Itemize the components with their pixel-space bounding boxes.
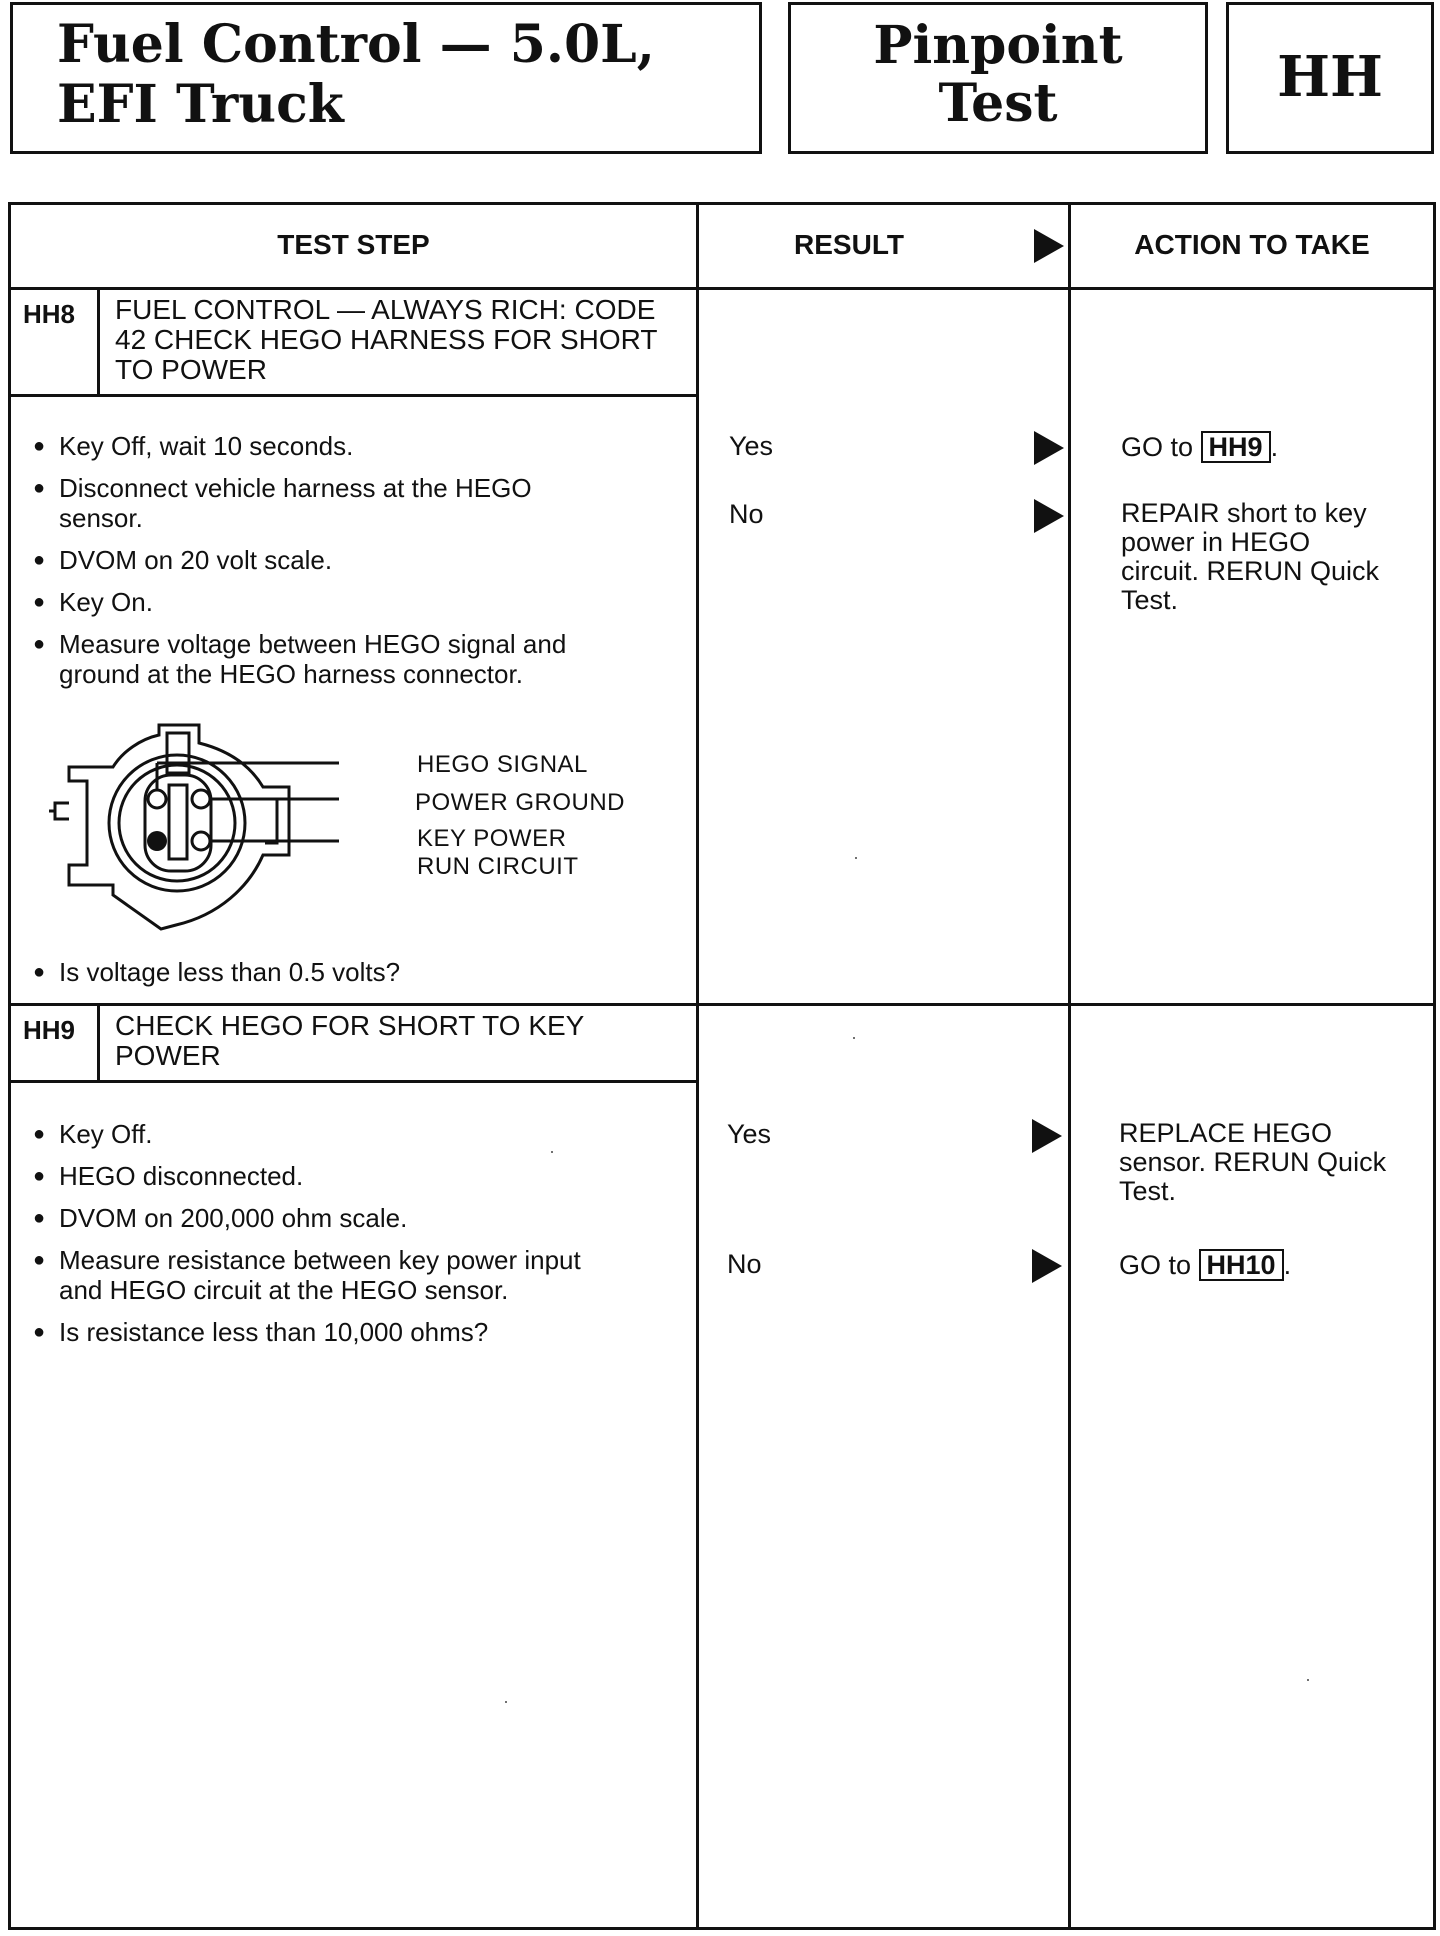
instruction-item: ● Measure resistance between key power input and HEGO circuit at the HEGO sensor.: [31, 1245, 681, 1305]
step-id-divider: [97, 290, 100, 394]
instruction-item: ● DVOM on 20 volt scale.: [31, 545, 681, 575]
result-arrow-icon: [1034, 431, 1064, 465]
result-no: No: [727, 1249, 762, 1279]
title-box: [10, 2, 762, 154]
step-question: [31, 957, 681, 987]
step-divider: [11, 1003, 1433, 1006]
instruction-item: ● HEGO disconnected.: [31, 1161, 681, 1191]
step-title: [115, 295, 657, 385]
test-type-line-2: Test: [938, 73, 1058, 134]
page-title-line-2: EFI Truck: [57, 74, 344, 135]
page-title: [57, 15, 655, 135]
pin-filled-icon: [147, 831, 167, 851]
page-title-line-1: Fuel Control — 5.0L,: [57, 14, 655, 75]
pinpoint-table: [8, 202, 1436, 1930]
label-key-power: KEY POWER RUN CIRCUIT: [417, 825, 579, 880]
step-instructions: [31, 1119, 681, 1347]
step-id: HH9: [23, 1015, 76, 1045]
step-reference[interactable]: HH10: [1199, 1249, 1284, 1281]
result-arrow-icon: [1032, 1119, 1062, 1153]
column-divider: [696, 205, 699, 1927]
step-id: HH8: [23, 299, 76, 329]
instruction-item: ● Is resistance less than 10,000 ohms?: [31, 1317, 681, 1347]
result-arrow-icon: [1034, 499, 1064, 533]
instruction-item: ● Key On.: [31, 587, 681, 617]
header-test-step: TEST STEP: [277, 229, 430, 260]
step-reference[interactable]: HH9: [1201, 431, 1271, 463]
step-id-divider: [97, 1006, 100, 1080]
header-result: RESULT: [794, 229, 904, 260]
step-title-line: CHECK HEGO FOR SHORT TO KEY: [115, 1010, 585, 1041]
header-action: ACTION TO TAKE: [1134, 229, 1370, 260]
action-repair: REPAIR short to key power in HEGO circuit. RERUN Quick Test.: [1121, 498, 1380, 615]
step-title-divider: [11, 1080, 696, 1083]
scan-speck: [853, 1037, 855, 1039]
connector-outline: [49, 725, 339, 929]
scan-speck: [855, 857, 857, 859]
step-title-divider: [11, 394, 696, 397]
step-instructions: [31, 431, 681, 689]
action-replace: REPLACE HEGO sensor. RERUN Quick Test.: [1119, 1118, 1387, 1206]
step-title: [115, 1011, 584, 1071]
result-arrow-icon: [1032, 1249, 1062, 1283]
scan-speck: [551, 1151, 553, 1153]
instruction-item: ● Measure voltage between HEGO signal and ground at the HEGO harness connector.: [31, 629, 681, 689]
column-divider: [1068, 205, 1071, 1927]
label-power-ground: POWER GROUND: [415, 789, 625, 816]
instruction-item: ● Key Off, wait 10 seconds.: [31, 431, 681, 461]
scan-speck: [1307, 1679, 1309, 1681]
test-code: HH: [1277, 44, 1383, 110]
instruction-item: ● DVOM on 200,000 ohm scale.: [31, 1203, 681, 1233]
result-yes: Yes: [729, 431, 774, 461]
test-code-box: [1226, 2, 1434, 154]
instruction-item: ● Key Off.: [31, 1119, 681, 1149]
action-goto: GO to HH9 .: [1121, 432, 1279, 462]
action-goto: GO to HH10 .: [1119, 1250, 1292, 1280]
step-title-line: FUEL CONTROL — ALWAYS RICH: CODE: [115, 294, 656, 325]
result-no: No: [729, 499, 764, 529]
test-type-box: [788, 2, 1208, 154]
test-type: [791, 17, 1205, 133]
header-arrow-icon: [1034, 229, 1064, 263]
question-item: ● Is voltage less than 0.5 volts?: [31, 957, 681, 987]
instruction-item: ● Disconnect vehicle harness at the HEGO sensor.: [31, 473, 681, 533]
step-title-line: 42 CHECK HEGO HARNESS FOR SHORT: [115, 324, 658, 355]
test-type-line-1: Pinpoint: [873, 15, 1123, 76]
step-title-line: POWER: [115, 1040, 221, 1071]
label-hego-signal: HEGO SIGNAL: [417, 751, 588, 778]
header-divider: [11, 287, 1433, 290]
scan-speck: [505, 1701, 507, 1703]
result-yes: Yes: [727, 1119, 772, 1149]
step-title-line: TO POWER: [115, 354, 267, 385]
